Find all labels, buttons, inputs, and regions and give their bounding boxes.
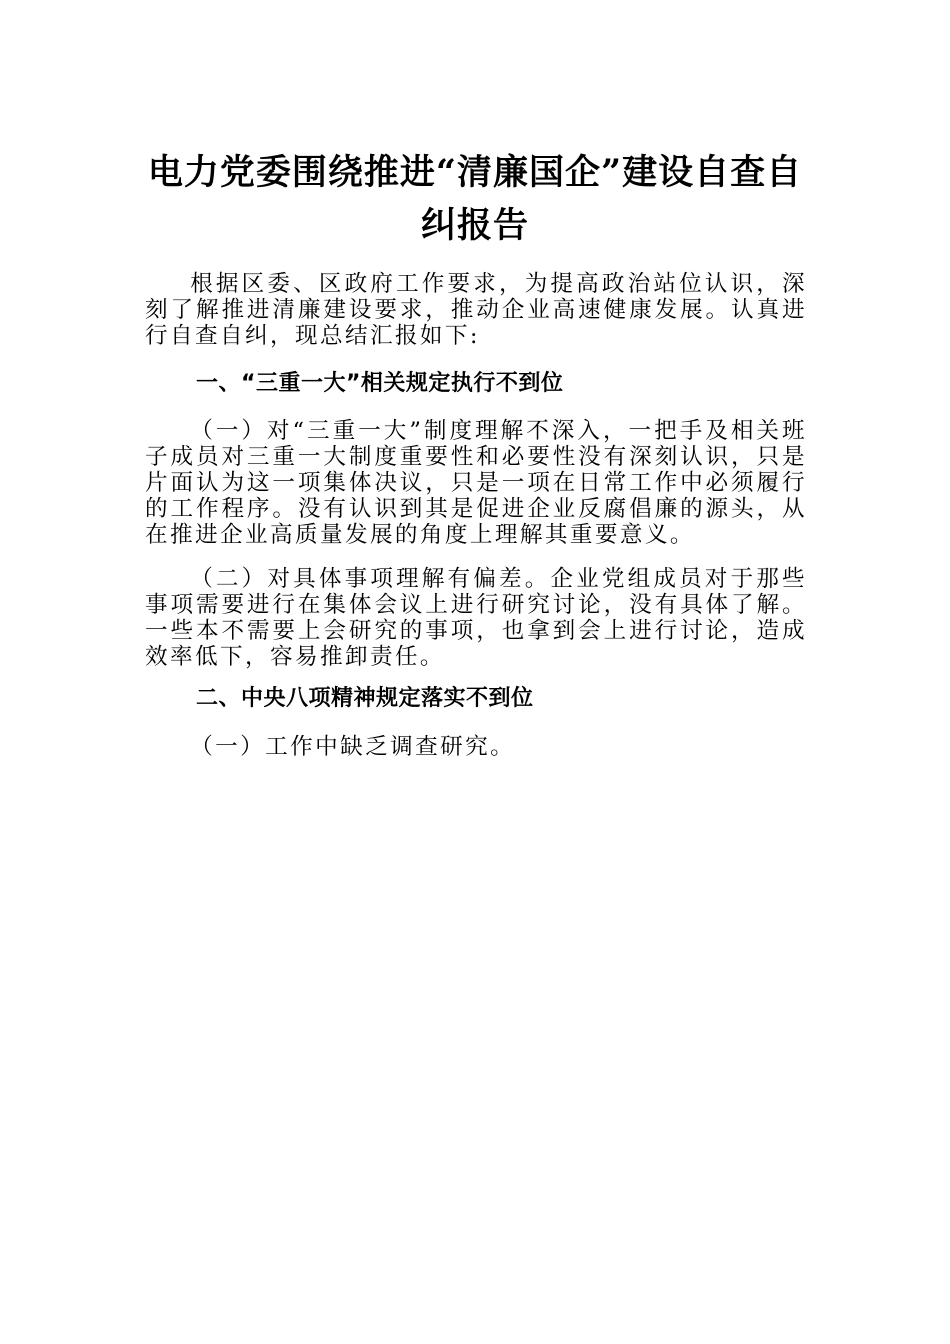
- section-2-item-1: （一）工作中缺乏调查研究。: [190, 734, 516, 760]
- intro-paragraph: 根据区委、区政府工作要求，为提高政治站位认识，深刻了解推进清廉建设要求，推动企业高速健康发展。认真进行自查自纠，现总结汇报如下:: [145, 271, 807, 349]
- section-2-heading: 二、中央八项精神规定落实不到位: [196, 686, 534, 711]
- section-1-item-2: （二）对具体事项理解有偏差。企业党组成员对于那些事项需要进行在集体会议上进行研究讨论，没有具体了解。一些本不需要上会研究的事项，也拿到会上进行讨论，造成效率低下，容易推卸责任。: [145, 566, 807, 670]
- section-1-heading: 一、“三重一大”相关规定执行不到位: [196, 371, 564, 396]
- document-title: 电力党委围绕推进“清廉国企”建设自查自纠报告: [147, 152, 803, 246]
- section-1-item-1: （一）对“三重一大”制度理解不深入，一把手及相关班子成员对三重一大制度重要性和必要性没有深刻认识，只是片面认为这一项集体决议，只是一项在日常工作中必须履行的工作程序。没有认识到其是促进企业反腐倡廉的源头，从在推进企业高质量发展的角度上理解其重要意义。: [145, 418, 807, 548]
